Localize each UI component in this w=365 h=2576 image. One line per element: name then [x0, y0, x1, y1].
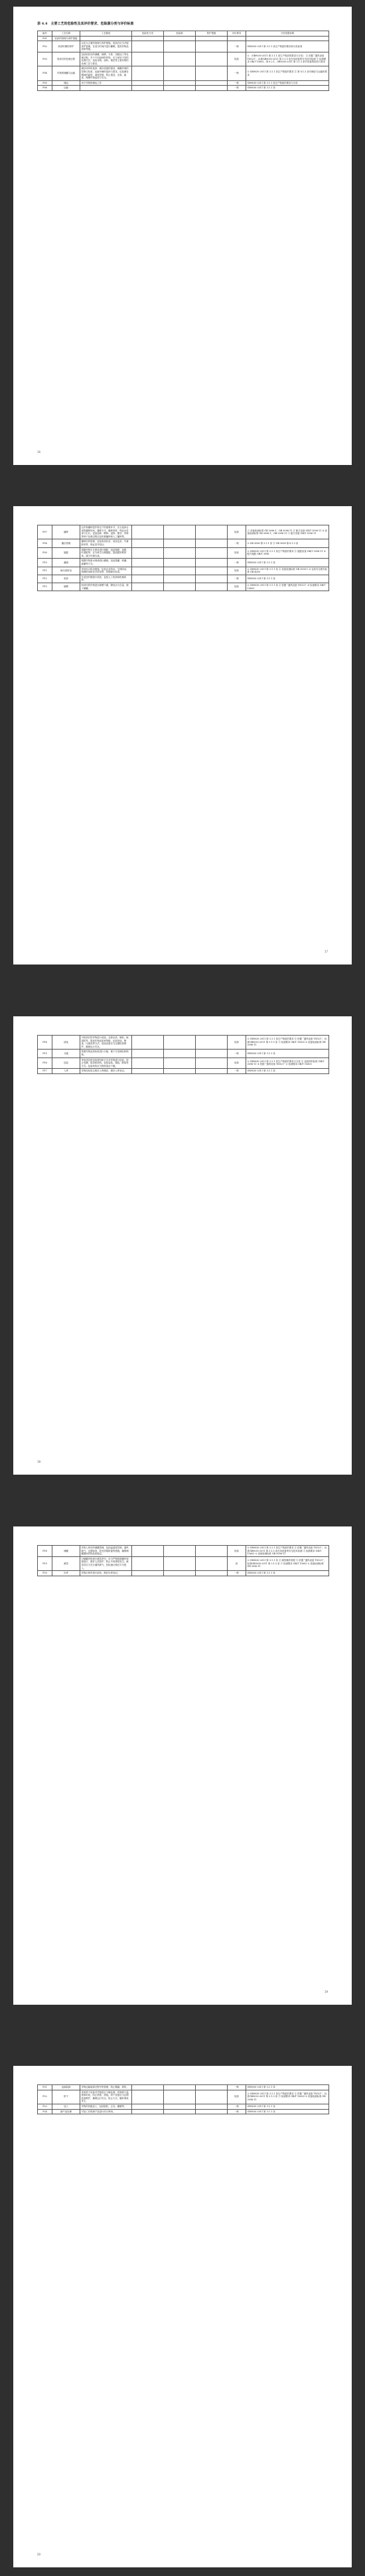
cell-level: 高 [228, 1556, 246, 1570]
cell-description: 以农为主要的管理与养护措施，收获后应当开展养护管理，在适当时间内进行翻晒，提高作物品质和等级。 [80, 41, 132, 52]
cell-protection [196, 2085, 228, 2090]
cell-protection [196, 1556, 228, 1570]
process-table [37, 525, 329, 591]
cell-level: 一般 [228, 2085, 246, 2090]
cell-description: 按照作物品质标准进行分级，便于分类储存和销售。 [80, 1050, 132, 1058]
cell-process-name: 出库 [52, 1571, 80, 1576]
cell-hazard-source [164, 2085, 196, 2090]
table-row [38, 525, 329, 539]
table-header-row [38, 31, 329, 37]
cell-protection [196, 66, 228, 80]
cell-level: 较高 [228, 1546, 246, 1557]
cell-category [132, 1546, 164, 1557]
cell-category [132, 66, 164, 80]
cell-process-name: 收获时期的养护 [52, 41, 80, 52]
cell-category [132, 2104, 164, 2109]
document-page [13, 1016, 352, 1475]
cell-protection [196, 583, 228, 591]
cell-description: 对储藏作物进行熏蒸杀虫，应当严格按照操作规程进行，做好人员防护，防止中毒事故发生。熏蒸后应当充分通风散气，经检测合格后方可进入。 [80, 1556, 132, 1570]
cell-hazard-source [164, 41, 196, 52]
cell-process-name: 收获后的处理过程 [52, 52, 80, 66]
cell-hazard-source [164, 2109, 196, 2114]
cell-protection [196, 1036, 228, 1050]
cell-category [132, 41, 164, 52]
page-number: 16 [37, 450, 41, 454]
cell-number: P01 [38, 36, 52, 41]
document-page [13, 2066, 352, 2567]
cell-protection [196, 80, 228, 86]
cell-basis: ① 设备检测标准 GB 3096-1，GB 3096-11 ② 配方设备 GB/T 3096-11 ③ 设备检测标准 GB 3096-1，GB 3096-11 ④ 配方设备 GB/T 3096-11 [246, 525, 329, 539]
cell-description: 作物入库后的储藏管理，包括温湿度控制、通风换气、定期检查、防虫防霉防鼠等措施，确保储藏期间作物品质稳定。 [80, 1546, 132, 1557]
cell-level: 一般 [228, 539, 246, 547]
cell-number: P19 [38, 1556, 52, 1570]
table-row [38, 2090, 329, 2104]
document-page [13, 506, 352, 965]
cell-basis: GB9030-2011 第 3.1.1 条 [246, 1069, 329, 1074]
cell-basis: ① GB 3096 第 3.1.1 条 ② GB 3096 第 8.1.3 条 [246, 539, 329, 547]
cell-protection [196, 1571, 228, 1576]
cell-protection [196, 547, 228, 559]
cell-level: 较高 [228, 547, 246, 559]
column-header: 危险性分类 [132, 31, 164, 37]
cell-number: P07 [38, 525, 52, 539]
cell-category [132, 547, 164, 559]
cell-process-name: 熏蒸 [52, 1556, 80, 1570]
cell-category [132, 1058, 164, 1069]
cell-number: P14 [38, 1036, 52, 1050]
cell-process-name: 施肥 [52, 547, 80, 559]
table-row [38, 583, 329, 591]
cell-category [132, 1036, 164, 1050]
cell-protection [196, 36, 228, 41]
cell-hazard-source [164, 1058, 196, 1069]
column-header: 防护措施 [196, 31, 228, 37]
cell-basis: GB9030-2011 第 3.1.1 条 [246, 559, 329, 567]
cell-category [132, 80, 164, 86]
cell-number: P05 [38, 80, 52, 86]
cell-basis: GB9030-2011 第 3.1.1 条 [246, 1050, 329, 1058]
cell-number: P09 [38, 547, 52, 559]
cell-description: 根据作物生长需求进行施肥，包括基肥、追肥、叶面肥等。应当科学合理施肥，提高肥料利用率，减少环境污染。 [80, 547, 132, 559]
cell-protection [196, 1058, 228, 1069]
cell-level: 较高 [228, 1036, 246, 1050]
cell-hazard-source [164, 525, 196, 539]
cell-protection [196, 1069, 228, 1074]
table-row [38, 1069, 329, 1074]
cell-process-name: 运输装卸 [52, 2085, 80, 2090]
cell-category [132, 52, 164, 66]
column-header: 工艺名称 [52, 31, 80, 37]
cell-protection [196, 52, 228, 66]
cell-protection [196, 575, 228, 583]
table-row [38, 2104, 329, 2109]
table-row [38, 1058, 329, 1069]
table-row [38, 567, 329, 575]
cell-process-name: 收获 [52, 575, 80, 583]
cell-level: 较高 [228, 52, 246, 66]
cell-process-name: 灌溉 [52, 559, 80, 567]
cell-number: P24 [38, 2109, 52, 2114]
cell-category [132, 1069, 164, 1074]
cell-level: 较高 [228, 525, 246, 539]
cell-hazard-source [164, 2104, 196, 2109]
cell-protection [196, 559, 228, 567]
cell-category [132, 1556, 164, 1570]
cell-hazard-source [164, 52, 196, 66]
cell-description: 作物运输装卸过程中的管理，防止撒漏、损伤。 [80, 2085, 132, 2090]
cell-description: 作物的初级加工，包括脱粒、去壳、碾磨等。 [80, 2104, 132, 2109]
process-table [37, 31, 329, 91]
table-row [38, 1036, 329, 1050]
cell-basis [246, 36, 329, 41]
cell-category [132, 86, 164, 91]
cell-level: 一般 [228, 575, 246, 583]
table-row [38, 1571, 329, 1576]
cell-process-name: 入库 [52, 1069, 80, 1074]
cell-basis: GB9030-2011 第 3.1.1 条 [246, 575, 329, 583]
table-row [38, 539, 329, 547]
cell-hazard-source [164, 1546, 196, 1557]
cell-category [132, 559, 164, 567]
cell-process-name: 烘干 [52, 2090, 80, 2104]
cell-process-name: 加工 [52, 2104, 80, 2109]
cell-number: P15 [38, 1050, 52, 1058]
cell-process-name: 播种 [52, 525, 80, 539]
cell-process-name: 储运 [52, 80, 80, 86]
cell-number: P17 [38, 1069, 52, 1074]
cell-protection [196, 2109, 228, 2114]
cell-level [228, 36, 246, 41]
cell-number: P13 [38, 583, 52, 591]
cell-description: 采用适宜的包装材料和方式对作物进行包装，防止受潮、霉变和损伤。包括袋装、箱装、散装等方式。包装场所应当保持清洁干燥。 [80, 1058, 132, 1069]
cell-hazard-source [164, 1069, 196, 1074]
cell-level: 一般 [228, 80, 246, 86]
cell-number: P08 [38, 539, 52, 547]
cell-process-name: 副产品处理 [52, 2109, 80, 2114]
column-header: 工艺描述 [80, 31, 132, 37]
table-row [38, 1546, 329, 1557]
cell-description: 对加工后的副产品进行综合利用。 [80, 2109, 132, 2114]
cell-basis: ① GB9030-2011 第 3.1.1 条生产物质的要求 ② 依据 “通风设备 TSG21”，标准GB9030-2011 第 3.1.5 条 ③ 检测要求 GB/T 15603 ④ 设备检测标准 GB 3096-11 [246, 1036, 329, 1050]
cell-level: 较高 [228, 583, 246, 591]
cell-description [80, 86, 132, 91]
cell-process-name: 收获的管理与养护措施 [52, 36, 80, 41]
cell-process-name: 病虫害防治 [52, 567, 80, 575]
cell-basis: ① GB9030-2011 第 3.1.1 条 ② 熏蒸操作规程 ③ 依据 “通风设备 TSG21”，标准GB9030-2011 第 3.1.5 条 ④ 检测要求 GB/T 15603 ⑤ 设备检测标准 GB 3096-11 [246, 1556, 329, 1570]
cell-hazard-source [164, 66, 196, 80]
cell-level: 一般 [228, 559, 246, 567]
cell-number: P20 [38, 1571, 52, 1576]
column-header: 危险源 [164, 31, 196, 37]
cell-description: 在适宜时期进行收获，包括人工收获和机械收获。 [80, 575, 132, 583]
cell-description: 根据作物需水规律进行灌溉，包括漫灌、喷灌、滴灌等方式。 [80, 559, 132, 567]
cell-level: 一般 [228, 1571, 246, 1576]
cell-process-name: 播后管理 [52, 539, 80, 547]
table-title: 表 4.4 主要工艺的危险性及其评价要求、危险源分类与评价标准 [37, 22, 134, 26]
cell-description: 收获后的作物进行晾晒干燥，降低水分含量，便于储藏。 [80, 583, 132, 591]
cell-basis: GB9030-2011 第 3.1.1 条 [246, 86, 329, 91]
table-row [38, 86, 329, 91]
table-row [38, 80, 329, 86]
document-page [13, 7, 352, 465]
cell-number: P06 [38, 86, 52, 91]
cell-protection [196, 1546, 228, 1557]
document-page [13, 1526, 352, 2005]
cell-process-name: 包装 [52, 1058, 80, 1069]
cell-number: P10 [38, 559, 52, 567]
table-row [38, 66, 329, 80]
cell-description: 采用烘干设备对作物进行干燥处理，控制烘干温度和时间，防止烘焦、烘裂。烘干设备应当定期检查维护，确保运行安全，防止火灾、爆炸事故发生。 [80, 2090, 132, 2104]
cell-process-name: 清选 [52, 1036, 80, 1050]
column-header: 编号 [38, 31, 52, 37]
cell-number: P16 [38, 1058, 52, 1069]
cell-level: 较高 [228, 1058, 246, 1069]
cell-level: 一般 [228, 1069, 246, 1074]
cell-basis: ① GB9030-2011 第 3.1.1 条生产物质的要求与分类 ② 包装材料标准 GB/T 3096-11 ③ 依据 “通风设备 TSG21” ④ 检测要求 GB/T 15603 [246, 1058, 329, 1069]
cell-protection [196, 86, 228, 91]
cell-basis: GB9030-2011 第 3.1.1 条 [246, 2109, 329, 2114]
cell-hazard-source [164, 1050, 196, 1058]
cell-process-name: 作物的储藏与运输 [52, 66, 80, 80]
table-row [38, 1556, 329, 1570]
cell-hazard-source [164, 1036, 196, 1050]
table-row [38, 52, 329, 66]
cell-basis: ① GB9030-2011 第 3.1.1 条生产物质的要求 ② 依据 “通风设备 TSG21”，标准GB9030-2011 第 3.1.5 条在用设备的安全技术检测 ③ 检测要求 GB/T 15603 ④ 设备检测标准 GB 3096-11 [246, 1546, 329, 1557]
table-row [38, 2109, 329, 2114]
cell-hazard-source [164, 539, 196, 547]
table-row [38, 41, 329, 52]
table-row [38, 559, 329, 567]
cell-number: P04 [38, 66, 52, 80]
cell-process-name: 运输 [52, 86, 80, 91]
cell-protection [196, 567, 228, 575]
cell-hazard-source [164, 86, 196, 91]
cell-basis: ① GB9030-2011 第 3.1.1 条 ② 依据 “通风设备 TSG21” ③ 检测要求 GB/T 15603 [246, 583, 329, 591]
cell-basis: ① GB9030-2011 第 3.1.1 条生产物质的要求 ② 施肥设备 GB/T 3096-11 ③ 配方施肥 GB/T 3096 [246, 547, 329, 559]
cell-hazard-source [164, 1571, 196, 1576]
cell-hazard-source [164, 1556, 196, 1570]
cell-basis: GB9030-2011 第 3.1.1 条 [246, 2104, 329, 2109]
cell-description: 作物经检验合格后入库储存，做好入库登记。 [80, 1069, 132, 1074]
cell-level: 一般 [228, 2109, 246, 2114]
cell-category [132, 2090, 164, 2104]
cell-level: 一般 [228, 41, 246, 52]
cell-category [132, 567, 164, 575]
cell-category [132, 1050, 164, 1058]
cell-number: P22 [38, 2090, 52, 2104]
table-row [38, 2085, 329, 2090]
cell-category [132, 2085, 164, 2090]
cell-category [132, 539, 164, 547]
cell-basis: GB9030-2011 第 3.1.1 条 [246, 2085, 329, 2090]
cell-level: 一般 [228, 66, 246, 80]
cell-basis: ① GB9030-2011 第 3.1.1 条 ② 设备检测标准 GB 3096-1 ③ 农药安全使用标准 GB 4285 [246, 567, 329, 575]
cell-process-name: 分级 [52, 1050, 80, 1058]
cell-category [132, 525, 164, 539]
cell-description: 对收获后的作物进行清选，去除杂质、瘪粒、破损粒等，提高作物品质和等级。包括风选、筛选、比重选等方法。清选设备应当定期检查维护，确保运行安全。 [80, 1036, 132, 1050]
cell-number: P02 [38, 41, 52, 52]
cell-protection [196, 1050, 228, 1058]
cell-basis: GB9030-2011 第 3.1.1 条生产物质的要求和分类标准 [246, 41, 329, 52]
cell-protection [196, 539, 228, 547]
cell-basis: ① GB9030-2011 第 3.1.1 条生产物质的要求 ② 依据 “通风设备 TSG21”，标准GB9030-2011 第 3.1.5 条 ③ 检测要求 GB/T 15603 ④ 设备检测标准 GB 3096-11 [246, 2090, 329, 2104]
page-number: 17 [324, 950, 328, 953]
cell-hazard-source [164, 80, 196, 86]
cell-category [132, 2109, 164, 2114]
page-number: 18 [37, 1460, 41, 1463]
cell-protection [196, 2090, 228, 2104]
column-header: 分类依据说明 [246, 31, 329, 37]
cell-category [132, 36, 164, 41]
cell-category [132, 575, 164, 583]
cell-number: P18 [38, 1546, 52, 1557]
cell-hazard-source [164, 575, 196, 583]
cell-description: 用于作物的储运工作 [80, 80, 132, 86]
cell-basis: ① GB9030-2011 第 3.1.1 条生产物质的要求 ② 第 8.1.3 条对储存与运输的要求 [246, 66, 329, 80]
column-header: 评价要求 [228, 31, 246, 37]
cell-description: 播种后的管理，包括查苗补苗、间苗定苗、中耕除草等，保证苗齐苗壮。 [80, 539, 132, 547]
cell-description: 作物出库时进行检验，做好出库登记。 [80, 1571, 132, 1576]
cell-basis: ① 《GB9030-2011 第 3.1.1 条生产物质的要求与分类》 ② 依据 “通风设备 TSG21”，标准GB9030-2011 第 3.1.5 条在用设备的安全技术检测 ③ 检测要求 GB/T 15603、第 8.2.1、GB9030-2011 第 3.1.3 条对设备的检验与要求 [246, 52, 329, 66]
cell-protection [196, 525, 228, 539]
cell-description: 储存场所的选择、储存设施的建设、储藏环境的控制与检查、运输车辆的选择与要求。包括储存期间的温度、湿度控制，防止霉变、虫害、鼠害，保障作物品质与安全。 [80, 66, 132, 80]
cell-category [132, 1571, 164, 1576]
cell-protection [196, 41, 228, 52]
page-number: 20 [37, 2553, 41, 2556]
cell-level: 一般 [228, 1050, 246, 1058]
process-table [37, 1035, 329, 1074]
cell-basis: GB9030-2011 第 3.1.1 条生产物质的要求与分类 [246, 80, 329, 86]
page-number: 19 [324, 1990, 328, 1993]
cell-basis: GB9030-2011 第 3.1.1 条 [246, 1571, 329, 1576]
table-row [38, 36, 329, 41]
table-row [38, 547, 329, 559]
cell-protection [196, 2104, 228, 2109]
cell-hazard-source [164, 567, 196, 575]
process-table [37, 2084, 329, 2114]
cell-level: 较高 [228, 567, 246, 575]
cell-number: P21 [38, 2085, 52, 2090]
cell-hazard-source [164, 36, 196, 41]
cell-description: 采用综合防治措施，包括农业防治、生物防治、物理防治和化学防治等，控制病虫危害。 [80, 567, 132, 575]
cell-description: 农作物播种是作物生产的重要环节，应当选择合适的播种时间、播种方式、播种密度，保证出苗率与生长。包括选种、晒种、浸种、催芽、拌种等种子处理过程以及机械播种和人工播种等。 [80, 525, 132, 539]
cell-number: P23 [38, 2104, 52, 2109]
cell-hazard-source [164, 547, 196, 559]
table-row [38, 575, 329, 583]
cell-level: 较高 [228, 2090, 246, 2104]
cell-hazard-source [164, 2090, 196, 2104]
cell-hazard-source [164, 559, 196, 567]
cell-category [132, 583, 164, 591]
cell-number: P03 [38, 52, 52, 66]
cell-hazard-source [164, 583, 196, 591]
cell-process-name: 晾晒 [52, 583, 80, 591]
cell-number: P12 [38, 575, 52, 583]
cell-description [80, 36, 132, 41]
process-table [37, 1545, 329, 1576]
cell-level: 一般 [228, 2104, 246, 2109]
table-row [38, 1050, 329, 1058]
cell-level: 一般 [228, 86, 246, 91]
cell-process-name: 储藏 [52, 1546, 80, 1557]
cell-description: 包括收获后的储藏、晾晒、分拣、初级加工等处理过程。对于不同品种的作物，应当采用不同的处理方法，包括谷物、油料、棉花等主要作物的处理工艺与要求。 [80, 52, 132, 66]
cell-number: P11 [38, 567, 52, 575]
